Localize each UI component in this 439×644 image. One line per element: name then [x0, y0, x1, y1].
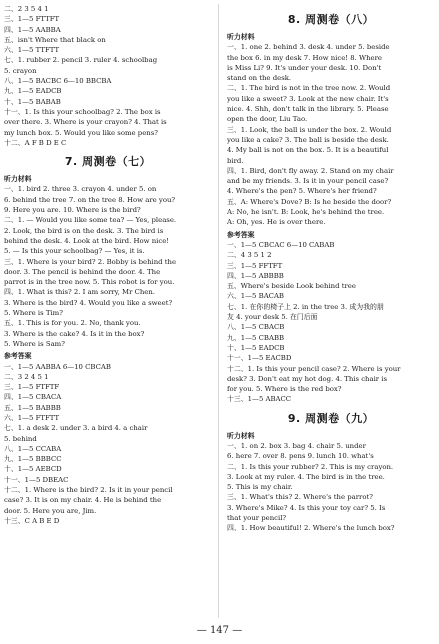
- answer-line: 四、1—5 ABBBB: [227, 271, 284, 280]
- answer-line: 十一、1—5 DBEAC: [4, 475, 69, 484]
- section-9-listening: [227, 441, 435, 534]
- section-9-title: 9. 周测卷（九）: [287, 411, 375, 425]
- answer-line: 一、1—5 CBCAC 6—10 CABAB: [227, 240, 335, 249]
- listening-line: 5. Where is Tim?: [4, 309, 63, 318]
- listening-line: 9. Here you are. 10. Where is the bird?: [4, 206, 141, 215]
- answer-line: for you. 5. Where is the red box?: [227, 385, 342, 394]
- listening-line: nice. 4. Shh, don't talk in the library. 5. Please: [227, 105, 389, 114]
- answer-line: 六、1—5 TTFTT: [4, 46, 60, 55]
- listening-line: 二、1. The bird is not in the tree now. 2. Would: [227, 84, 391, 93]
- listening-line: stand on the desk.: [227, 74, 292, 83]
- listening-line: you like a cake? 3. The ball is beside the desk.: [227, 135, 389, 144]
- left-column: [4, 4, 212, 526]
- answer-line: 十、1—5 BABAB: [4, 97, 61, 106]
- listening-line: 5. This is my chair.: [227, 483, 293, 492]
- answer-line: 九、1—5 BBBCC: [4, 455, 62, 464]
- answer-line: 四、1—5 AABBA: [4, 25, 61, 34]
- listening-line: that your pencil?: [227, 514, 287, 523]
- listening-line: 三、1. Look, the ball is under the box. 2. Would: [227, 125, 392, 134]
- answer-line: 十、1—5 AEBCD: [4, 465, 62, 474]
- answer-line: 八、1—5 BACBC 6—10 BBCBA: [4, 77, 112, 86]
- answer-line: 一、1—5 AABBA 6—10 CBCAB: [4, 362, 111, 371]
- answer-line: 六、1—5 BACAB: [227, 292, 284, 301]
- answer-line: 二、2 3 5 4 1: [4, 5, 49, 13]
- listening-line: 3. Where is the cake? 4. Is it in the box?: [4, 329, 145, 338]
- answer-line: 五、isn't Where that black on: [4, 35, 106, 44]
- listening-label: 听力材料: [4, 175, 32, 184]
- listening-line: 6. here 7. over 8. pens 9. lunch 10. what's: [227, 452, 374, 461]
- answer-line: 四、1—5 CBACA: [4, 393, 62, 402]
- answer-line: 三、1—5 FTTFT: [4, 15, 60, 24]
- listening-line: 3. Where is the bird? 4. Would you like a sweet?: [4, 298, 173, 307]
- answer-line: my lunch box. 5. Would you like some pens?: [4, 128, 158, 137]
- right-column: [227, 4, 435, 534]
- listening-line: the box 6. in my desk 7. How nice! 8. Where: [227, 53, 382, 62]
- answer-line: 十、1—5 EADCB: [227, 343, 285, 352]
- answers-label: 参考答案: [4, 352, 32, 361]
- answer-line: 十三、C A B E D: [4, 516, 60, 525]
- listening-line: A: No, he isn't. B: Look, he's behind the tree.: [227, 208, 385, 217]
- section-8-answers: [227, 240, 435, 405]
- answer-line: 七、1. a desk 2. under 3. a bird 4. a chair: [4, 424, 148, 433]
- answer-line: 十二、1. Where is the bird? 2. Is it in your pencil: [4, 486, 173, 495]
- listening-label: 听力材料: [227, 431, 255, 440]
- answer-line: 五、1—5 BABBB: [4, 403, 61, 412]
- section-7-title: 7. 周测卷（七）: [64, 155, 152, 169]
- listening-line: is Miss Li? 9. It's under your desk. 10. Don't: [227, 63, 382, 72]
- listening-line: 四、1. What is this? 2. I am sorry, Mr Chen.: [4, 288, 155, 297]
- answer-line: 十一、1—5 EACBD: [227, 354, 292, 363]
- listening-line: open the door, Liu Tao.: [227, 115, 308, 124]
- column-divider: [218, 4, 219, 618]
- listening-label: 听力材料: [227, 33, 255, 41]
- section-8-listening: [227, 42, 435, 227]
- answer-line: 十三、1—5 ABACC: [227, 395, 292, 404]
- section-6-answers-continued: [4, 4, 212, 148]
- listening-line: 3. Where's Mike? 4. Is this your toy car? 5. Is: [227, 503, 386, 512]
- answer-line: 五、Where's beside Look behind tree: [227, 282, 356, 291]
- answer-line: 九、1—5 CBABB: [227, 333, 285, 342]
- listening-line: 五、1. This is for you. 2. No, thank you.: [4, 319, 141, 328]
- listening-line: you like a sweet? 3. Look at the new chair. It's: [227, 94, 389, 103]
- listening-line: 四、1. How beautiful! 2. Where's the lunch box?: [227, 524, 395, 533]
- listening-line: 4. My ball is not on the box. 5. It is a beautiful: [227, 146, 389, 155]
- answer-line: 二、3 2 4 5 1: [4, 372, 49, 381]
- listening-line: 一、1. on 2. box 3. bag 4. chair 5. under: [227, 441, 366, 450]
- answer-line: 三、1—5 FFTFT: [227, 261, 283, 270]
- listening-line: bird.: [227, 156, 244, 165]
- answers-label: 参考答案: [227, 230, 255, 239]
- answer-line: 友 4. your desk 5. 在门后面: [227, 313, 318, 322]
- answer-line: 十二、A F B D E C: [4, 138, 67, 147]
- listening-line: 4. Where's the pen? 5. Where's her friend?: [227, 187, 377, 196]
- answer-line: 七、1. rubber 2. pencil 3. ruler 4. schoolbag: [4, 56, 158, 65]
- listening-line: 三、1. What's this? 2. Where's the parrot?: [227, 493, 373, 502]
- listening-line: 5. Where is Sam?: [4, 339, 65, 348]
- page-number: — 147 —: [196, 625, 243, 636]
- section-7-listening: [4, 184, 212, 349]
- answer-line: 5. behind: [4, 434, 37, 443]
- listening-line: 四、1. Bird, don't fly away. 2. Stand on my chair: [227, 166, 394, 175]
- listening-line: 5. — Is this your schoolbag? — Yes, it is.: [4, 247, 145, 256]
- listening-line: 一、1. bird 2. three 3. crayon 4. under 5. on: [4, 185, 157, 194]
- answer-line: 七、1. 在你的椅子上 2. in the tree 3. 成为我的朋: [227, 302, 384, 311]
- section-8-title: 8. 周测卷（八）: [287, 13, 375, 26]
- answer-line: 三、1—5 FTFTF: [4, 383, 60, 392]
- answer-line: 九、1—5 EADCB: [4, 87, 62, 96]
- answer-line: door. 5. Here you are, Jim.: [4, 506, 97, 515]
- answer-line: over there. 3. Where is your crayon? 4. That is: [4, 118, 167, 127]
- listening-line: 一、1. one 2. behind 3. desk 4. under 5. beside: [227, 43, 390, 52]
- listening-line: door. 3. The pencil is behind the door. 4. The: [4, 267, 161, 276]
- listening-line: 二、1. Is this your rubber? 2. This is my crayon.: [227, 462, 394, 471]
- listening-line: 三、1. Where is your bird? 2. Bobby is behind the: [4, 257, 177, 266]
- listening-line: 二、1. — Would you like some tea? — Yes, please.: [4, 216, 177, 225]
- listening-line: 3. Look at my ruler. 4. The bird is in the tree.: [227, 472, 385, 481]
- answer-line: case? 3. It is on my chair. 4. He is behind the: [4, 496, 162, 505]
- answer-line: 十一、1. Is this your schoolbag? 2. The box is: [4, 107, 161, 116]
- listening-line: parrot is in the tree now. 5. This robot is for you.: [4, 278, 175, 287]
- listening-line: 五、A: Where's Dove? B: Is he beside the door?: [227, 197, 392, 206]
- answer-line: 八、1—5 CCABA: [4, 444, 62, 453]
- section-7-answers: [4, 362, 212, 527]
- answer-line: 六、1—5 FTFTT: [4, 413, 60, 422]
- listening-line: behind the desk. 4. Look at the bird. How nice!: [4, 236, 170, 245]
- listening-line: and be my friends. 3. Is it in your pencil case?: [227, 177, 389, 186]
- answer-line: 5. crayon: [4, 66, 37, 75]
- answer-line: 二、4 3 5 1 2: [227, 251, 272, 260]
- listening-line: 6. behind the tree 7. on the tree 8. How are you?: [4, 195, 176, 204]
- answer-line: 十二、1. Is this your pencil case? 2. Where is your: [227, 364, 401, 373]
- listening-line: A: Oh, yes. He is over there.: [227, 218, 326, 227]
- listening-line: 2. Look, the bird is on the desk. 3. The bird is: [4, 226, 164, 235]
- answer-line: desk? 3. Don't eat my hot dog. 4. This chair is: [227, 374, 388, 383]
- answer-line: 八、1—5 CBACB: [227, 323, 285, 332]
